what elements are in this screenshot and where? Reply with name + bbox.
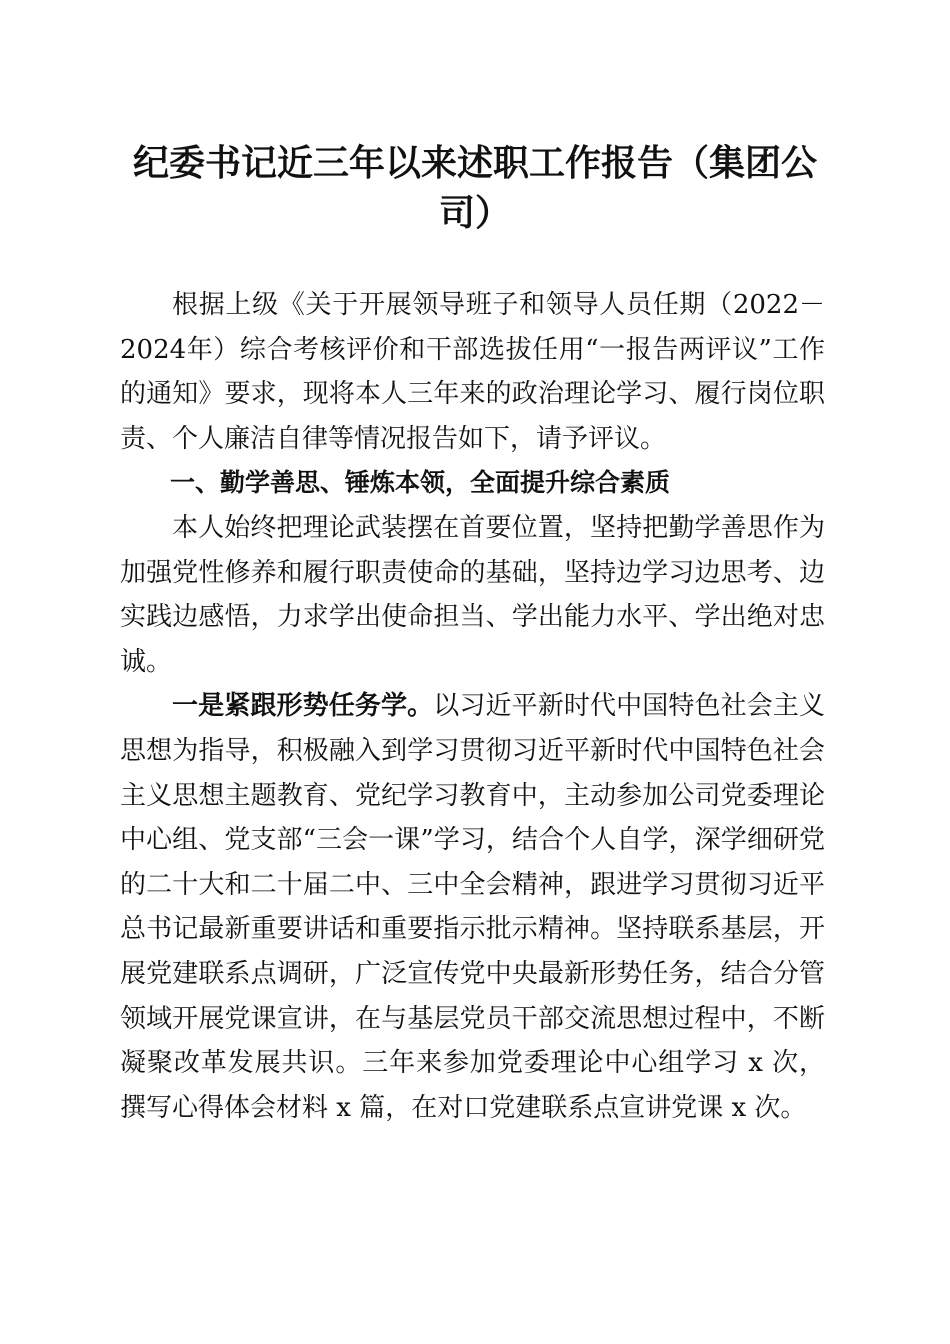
point-text: 以习近平新时代中国特色社会主义思想为指导，积极融入到学习贯彻习近平新时代中国特色社会主义思想主题教育、党纪学习教育中，主动参加公司党委理论中心组、党支部“三会一课”学习，结合个人自学，深学细研党的二十大和二十届二中、三中全会精神，跟进学习贯彻习近平总书记最新重要讲话和重要指示批示精神。坚持联系基层，开展党建联系点调研，广泛宣传党中央最新形势任务，结合分管领域开展党课宣讲，在与基层党员干部交流思想过程中，不断凝聚改革发展共识。三年来参加党委理论中心组学习 x 次，撰写心得体会材料 x 篇，在对口党建联系点宣讲党课 x 次。 — [120, 691, 825, 1123]
intro-paragraph: 根据上级《关于开展领导班子和领导人员任期（2022－2024年）综合考核评价和干部选拔任用“一报告两评议”工作的通知》要求，现将本人三年来的政治理论学习、履行岗位职责、个人廉洁自律等情况报告如下，请予评议。 — [120, 290, 825, 454]
document-body — [120, 283, 825, 1130]
section-heading: 一、勤学善思、锤炼本领，全面提升综合素质 — [170, 468, 671, 498]
section-paragraph: 本人始终把理论武装摆在首要位置，坚持把勤学善思作为加强党性修养和履行职责使命的基础，坚持边学习边思考、边实践边感悟，力求学出使命担当、学出能力水平、学出绝对忠诚。 — [120, 512, 825, 677]
point-paragraph — [120, 684, 825, 1130]
point-lead: 一是紧跟形势任务学。 — [172, 691, 434, 722]
document-title: 纪委书记近三年以来述职工作报告（集团公司） — [132, 142, 817, 234]
